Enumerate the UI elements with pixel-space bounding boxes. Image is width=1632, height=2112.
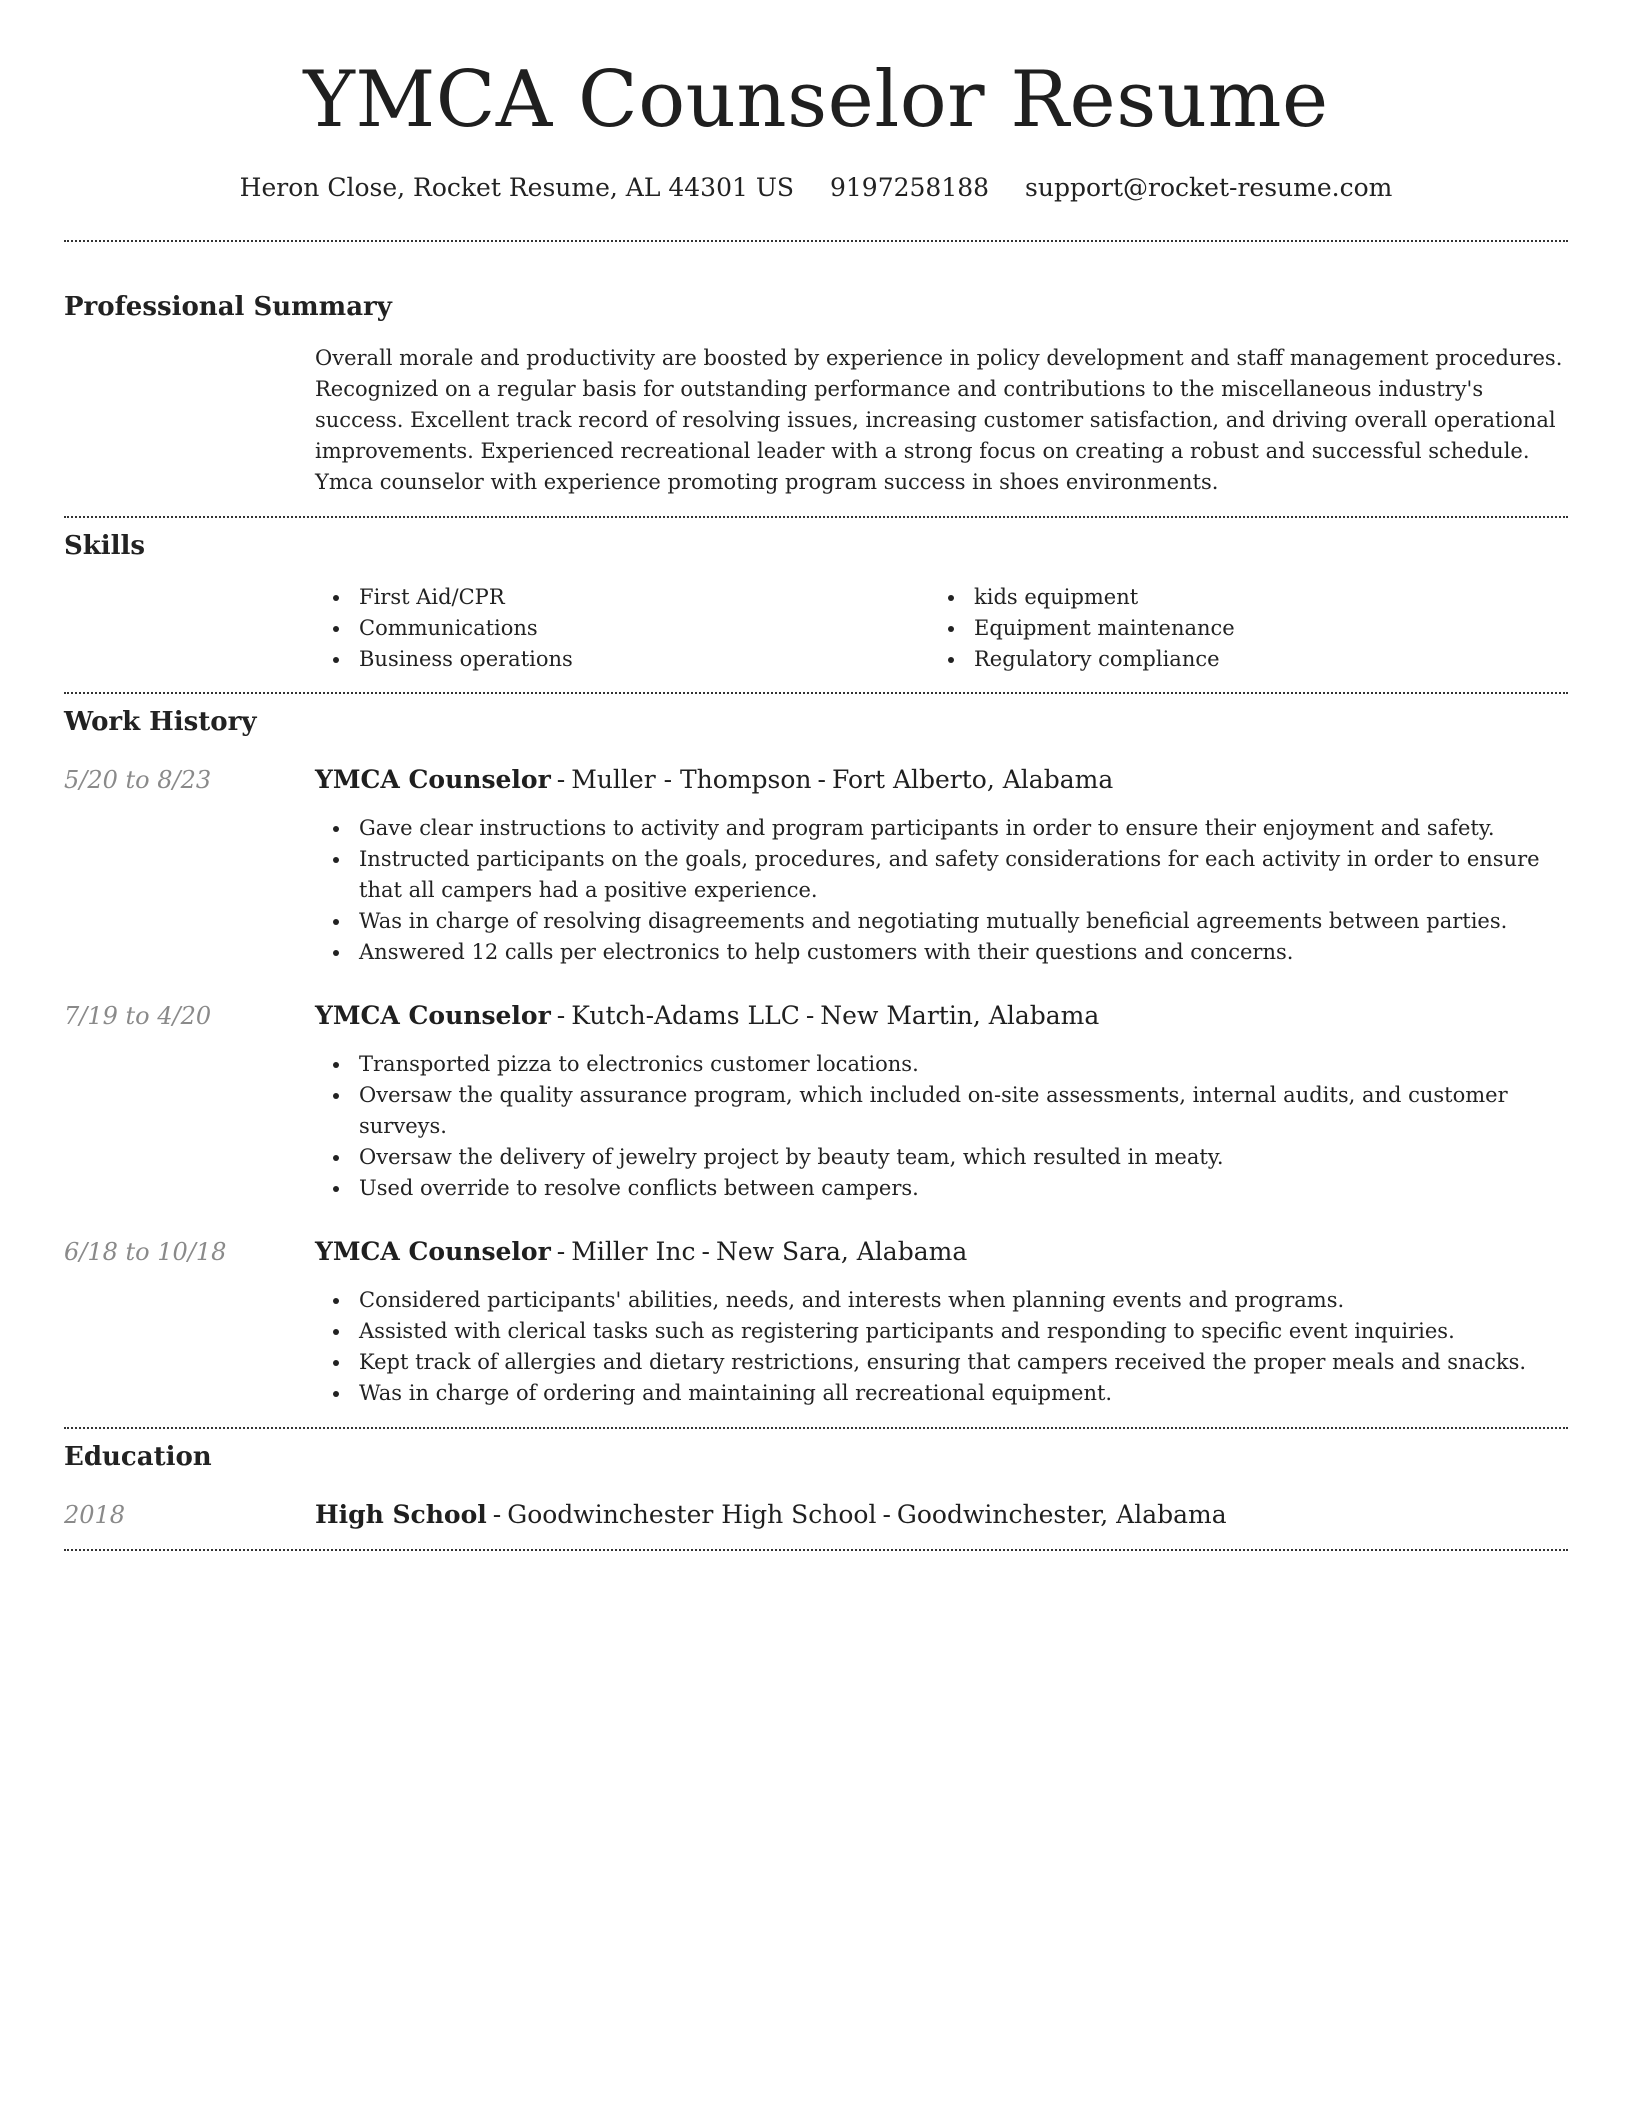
skills-list-left <box>315 582 930 675</box>
section-heading-skills: Skills <box>64 531 146 561</box>
work-section <box>64 694 1568 1409</box>
job-bullet: Transported pizza to electronics customer locations. <box>315 1049 1568 1080</box>
divider <box>64 1549 1568 1551</box>
education-heading: High School - Goodwinchester High School - Goodwinchester, Alabama <box>315 1500 1227 1529</box>
job-bullet: Gave clear instructions to activity and program participants in order to ensure their enjoyment and safety. <box>315 813 1568 844</box>
job-bullet: Was in charge of resolving disagreements and negotiating mutually beneficial agreements between parties. <box>315 906 1568 937</box>
resume-title: YMCA Counselor Resume <box>303 55 1329 145</box>
job-title: YMCA Counselor <box>315 1001 551 1030</box>
skills-section <box>64 518 1568 675</box>
job-bullets <box>315 1049 1568 1204</box>
job-bullets <box>315 1285 1568 1409</box>
skill-item: Business operations <box>315 644 930 675</box>
job-bullet: Assisted with clerical tasks such as registering participants and responding to specific event inquiries. <box>315 1316 1568 1347</box>
job-heading: YMCA Counselor - Kutch-Adams LLC - New Martin, Alabama <box>315 1001 1100 1030</box>
job-company: Muller - Thompson <box>571 765 812 794</box>
summary-section <box>64 242 1568 498</box>
section-heading-work: Work History <box>64 707 257 737</box>
skill-item: Equipment maintenance <box>930 613 1545 644</box>
skill-item: kids equipment <box>930 582 1545 613</box>
skill-item: First Aid/CPR <box>315 582 930 613</box>
job-bullets <box>315 813 1568 968</box>
job-entry <box>64 1000 1568 1204</box>
job-location: Fort Alberto, Alabama <box>831 765 1114 794</box>
skill-item: Regulatory compliance <box>930 644 1545 675</box>
job-bullet: Answered 12 calls per electronics to help customers with their questions and concerns. <box>315 937 1568 968</box>
job-location: New Sara, Alabama <box>715 1237 968 1266</box>
job-bullet: Kept track of allergies and dietary restrictions, ensuring that campers received the proper meals and snacks. <box>315 1347 1568 1378</box>
section-heading-education: Education <box>64 1442 212 1472</box>
resume-page <box>64 0 1568 1551</box>
job-location: New Martin, Alabama <box>820 1001 1100 1030</box>
contact-phone: 9197258188 <box>830 173 990 202</box>
job-bullet: Oversaw the quality assurance program, which included on-site assessments, internal audits, and customer surveys. <box>315 1080 1568 1142</box>
job-title: YMCA Counselor <box>315 765 551 794</box>
contact-email: support@rocket-resume.com <box>1025 173 1393 202</box>
job-title: YMCA Counselor <box>315 1237 551 1266</box>
job-dates: 6/18 to 10/18 <box>64 1238 227 1266</box>
section-heading-summary: Professional Summary <box>64 292 392 322</box>
job-bullet: Was in charge of ordering and maintaining all recreational equipment. <box>315 1378 1568 1409</box>
job-heading: YMCA Counselor - Muller - Thompson - Fort Alberto, Alabama <box>315 765 1114 794</box>
skill-item: Communications <box>315 613 930 644</box>
education-year: 2018 <box>64 1501 126 1529</box>
job-bullet: Used override to resolve conflicts between campers. <box>315 1173 1568 1204</box>
education-section <box>64 1429 1568 1531</box>
job-entry <box>64 1236 1568 1409</box>
job-company: Miller Inc <box>571 1237 696 1266</box>
job-entry <box>64 764 1568 968</box>
summary-text: Overall morale and productivity are boosted by experience in policy development and staff management procedures. Recognized on a regular basis for outstanding performance and contributions to the miscellaneous industry's success. Excellent track record of resolving issues, increasing customer satisfaction, and driving overall operational improvements. Experienced recreational leader with a strong focus on creating a robust and successful schedule. Ymca counselor with experience promoting program success in shoes environments. <box>315 346 1563 494</box>
education-degree: High School <box>315 1500 487 1529</box>
education-location: Goodwinchester, Alabama <box>896 1500 1227 1529</box>
contact-address: Heron Close, Rocket Resume, AL 44301 US <box>239 173 795 202</box>
job-heading: YMCA Counselor - Miller Inc - New Sara, Alabama <box>315 1237 968 1266</box>
job-bullet: Oversaw the delivery of jewelry project by beauty team, which resulted in meaty. <box>315 1142 1568 1173</box>
contact-line <box>64 150 1568 240</box>
education-school: Goodwinchester High School <box>507 1500 877 1529</box>
job-company: Kutch-Adams LLC <box>571 1001 800 1030</box>
job-bullet: Instructed participants on the goals, procedures, and safety considerations for each activity in order to ensure that all campers had a positive experience. <box>315 844 1568 906</box>
job-dates: 7/19 to 4/20 <box>64 1002 212 1030</box>
skills-list-right <box>930 582 1545 675</box>
job-dates: 5/20 to 8/23 <box>64 766 212 794</box>
job-bullet: Considered participants' abilities, needs, and interests when planning events and programs. <box>315 1285 1568 1316</box>
